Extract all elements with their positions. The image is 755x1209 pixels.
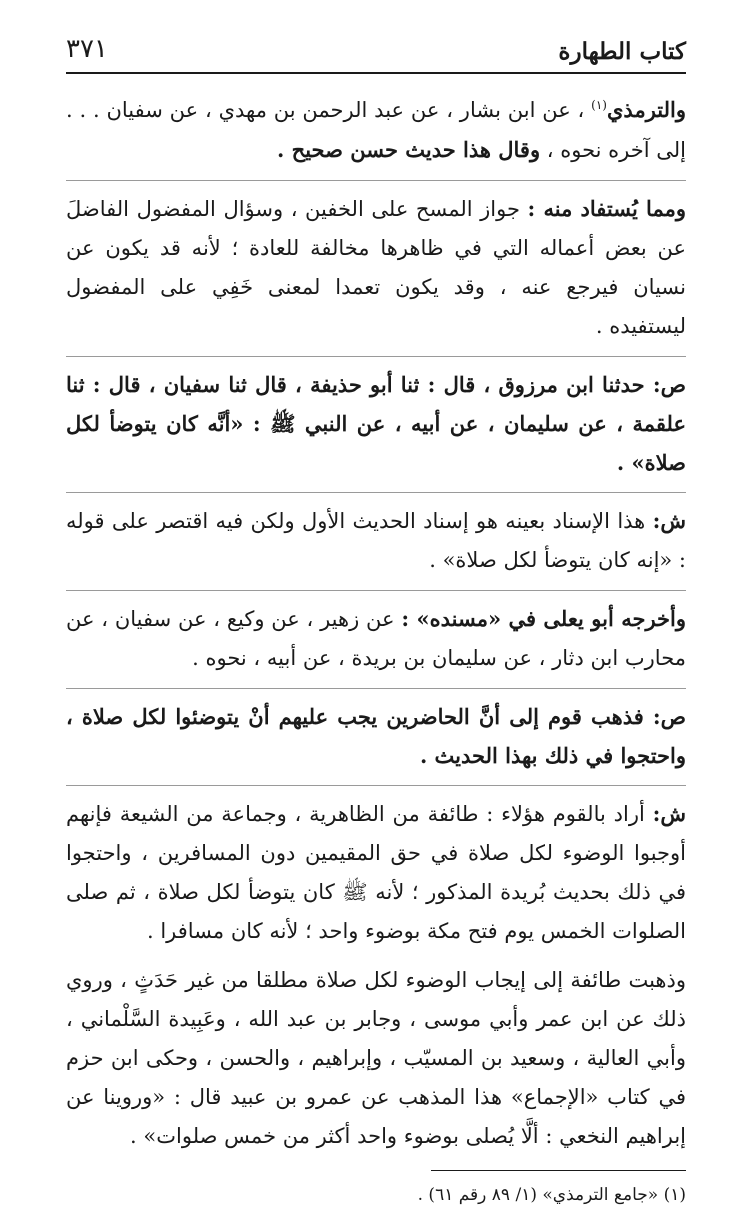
page-body [66, 86, 686, 1209]
paragraph-lead: والترمذي [606, 97, 686, 122]
book-page [66, 30, 686, 1209]
footnote-rule [431, 1170, 686, 1171]
divider [66, 180, 686, 181]
divider [66, 688, 686, 689]
sharh-1 [66, 501, 686, 580]
footnote: (١) «جامع الترمذي» (١/ ٨٩ رقم ٦١) . [417, 1185, 686, 1205]
divider [66, 492, 686, 493]
divider [66, 785, 686, 786]
divider [66, 590, 686, 591]
paragraph-abu-yala [66, 599, 686, 678]
paragraph-lead: ش: [652, 508, 686, 533]
paragraph-bold-tail: وقال هذا حديث حسن صحيح . [277, 137, 541, 162]
paragraph-lead: ش: [652, 801, 686, 826]
paragraph-benefits [66, 189, 686, 346]
paragraph-tirmidhi [66, 86, 686, 170]
paragraph-text: جواز المسح على الخفين ، وسؤال المفضول الفاضلَ عن بعض أعماله التي في ظاهرها مخالفة للعادة ؛ لأنه قد يكون عن نسيان فيرجع عنه ، وقد يكون تعمدا لمعنى خَفِي على المفضول ليستفيده . [66, 197, 686, 338]
page-number: ٣٧١ [66, 34, 108, 64]
paragraph-lead: ومما يُستفاد منه : [527, 196, 686, 221]
matn-hadith-2: ص: فذهب قوم إلى أنَّ الحاضرين يجب عليهم أنْ يتوضئوا لكل صلاة ، واحتجوا في ذلك بهذا الحديث . [66, 704, 686, 768]
book-title: كتاب الطهارة [558, 38, 686, 65]
footnote-marker: (١) [591, 98, 607, 112]
page-header [66, 30, 686, 74]
sharh-2 [66, 794, 686, 951]
paragraph-text: ، عن ابن بشار ، عن عبد الرحمن بن مهدي ، عن سفيان . . . إلى آخره نحوه ، [66, 98, 686, 162]
matn-hadith-1: ص: حدثنا ابن مرزوق ، قال : ثنا أبو حذيفة ، قال ثنا سفيان ، قال : ثنا علقمة ، عن سليمان ، عن أبيه ، عن النبي ﷺ : «أنَّه كان يتوضأ لكل صلاة» . [66, 372, 686, 475]
paragraph-text: وذهبت طائفة إلى إيجاب الوضوء لكل صلاة مطلقا من غير حَدَثٍ ، وروي ذلك عن ابن عمر وأبي موسى ، وجابر بن عبد الله ، وعَبِيدة السَّلْماني ، وأبي العالية ، وسعيد بن المسيّب ، وإبراهيم ، والحسن ، وحكى ابن حزم في كتاب «الإجماع» هذا المذهب عن عمرو بن عبيد قال : «وروينا عن إبراهيم النخعي : ألَّا يُصلى بوضوء واحد أكثر من خمس صلوات» . [66, 968, 686, 1148]
divider [66, 356, 686, 357]
paragraph-opinions [66, 961, 686, 1156]
paragraph-text: هذا الإسناد بعينه هو إسناد الحديث الأول ولكن فيه اقتصر على قوله : «إنه كان يتوضأ لكل صلاة» . [66, 509, 686, 572]
paragraph-lead: وأخرجه أبو يعلى في «مسنده» : [401, 606, 686, 631]
paragraph-text: عن زهير ، عن وكيع ، عن سفيان ، عن محارب ابن دثار ، عن سليمان بن بريدة ، عن أبيه ، نحوه . [66, 607, 686, 670]
paragraph-text: أراد بالقوم هؤلاء : طائفة من الظاهرية ، وجماعة من الشيعة فإنهم أوجبوا الوضوء لكل صلاة في حق المقيمين دون المسافرين ، واحتجوا في ذلك بحديث بُريدة المذكور ؛ لأنه ﷺ كان يتوضأ لكل صلاة ، ثم صلى الصلوات الخمس يوم فتح مكة بوضوء واحد ؛ لأنه كان مسافرا . [66, 802, 686, 943]
